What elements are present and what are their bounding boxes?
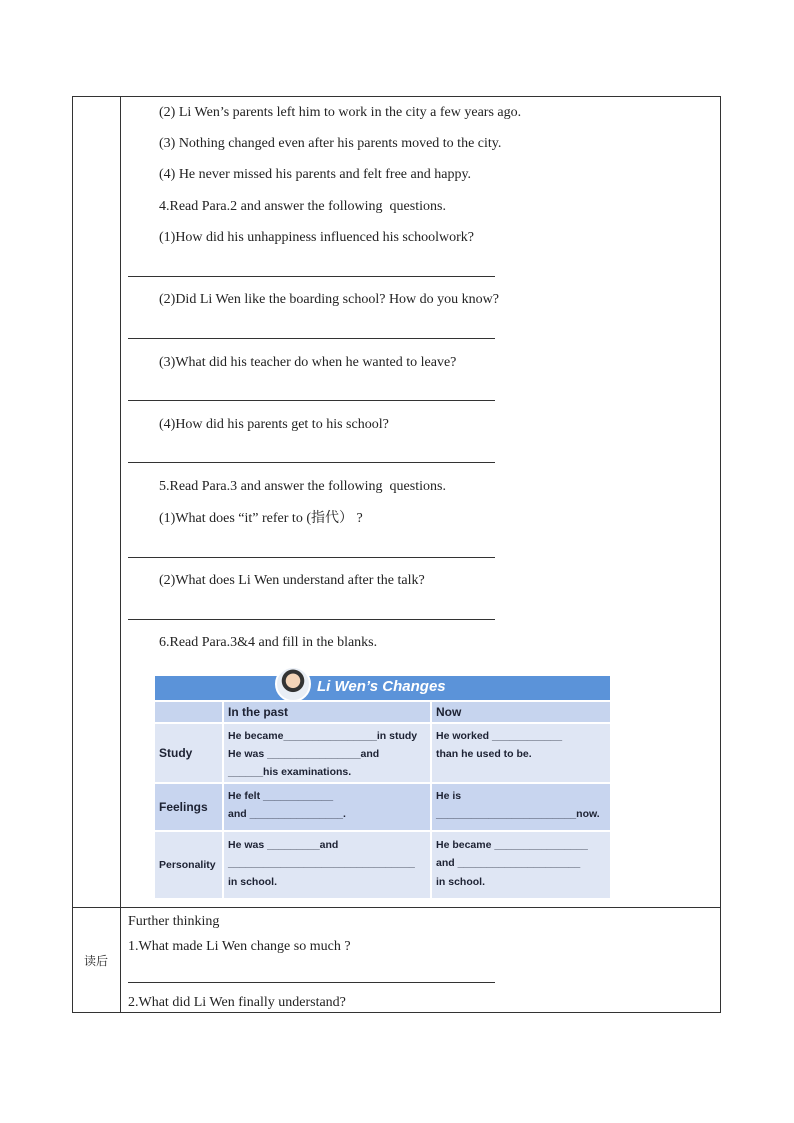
feelings-now-line-1: He is: [436, 790, 462, 802]
feelings-now-cell: [432, 784, 610, 830]
study-past-cell: [224, 724, 430, 782]
row-label-personality: [155, 832, 222, 898]
table-title: Li Wen’s Changes: [317, 678, 446, 695]
column-divider: [120, 96, 121, 1013]
feelings-label: Feelings: [159, 800, 208, 814]
personality-now-line-2: and _____________________: [436, 857, 581, 869]
row-label-feelings: [155, 784, 222, 830]
student-avatar-icon: [275, 666, 311, 702]
li-wen-changes-table: [155, 666, 610, 898]
feelings-past-line-2: and ________________.: [228, 808, 346, 820]
question-5-2: (2)What does Li Wen understand after the talk?: [159, 573, 425, 588]
feelings-past-cell: [224, 784, 430, 830]
answer-line[interactable]: [128, 619, 495, 620]
question-4-1: (1)How did his unhappiness influenced his schoolwork?: [159, 230, 474, 245]
statement-4: (4) He never missed his parents and felt free and happy.: [159, 167, 472, 182]
answer-line[interactable]: [128, 462, 495, 463]
question-4-4: (4)How did his parents get to his school?: [159, 417, 389, 432]
personality-now-cell: [432, 832, 610, 898]
personality-past-line-2: ________________________________: [228, 857, 415, 869]
question-4-2: (2)Did Li Wen like the boarding school? How do you know?: [159, 292, 499, 307]
personality-past-line-1: He was _________and: [228, 839, 339, 851]
personality-past-line-3: in school.: [228, 876, 278, 888]
study-past-line-2: He was ________________and: [228, 748, 380, 760]
personality-label: Personality: [159, 859, 216, 871]
task-5-heading: 5.Read Para.3 and answer the following questions.: [159, 479, 446, 494]
task-4-heading: 4.Read Para.2 and answer the following questions.: [159, 199, 446, 214]
section-label-after-reading: 读后: [83, 954, 108, 968]
answer-line[interactable]: [128, 276, 495, 277]
answer-line[interactable]: [128, 338, 495, 339]
feelings-past-line-1: He felt ____________: [228, 790, 334, 802]
statement-2: (2) Li Wen’s parents left him to work in the city a few years ago.: [159, 105, 522, 120]
question-5-1: (1)What does “it” refer to (指代） ?: [159, 511, 363, 526]
header-blank-cell: [155, 702, 222, 722]
study-now-cell: [432, 724, 610, 782]
answer-line[interactable]: [128, 557, 495, 558]
row-divider: [72, 907, 721, 908]
task-6-heading: 6.Read Para.3&4 and fill in the blanks.: [159, 635, 378, 650]
personality-past-cell: [224, 832, 430, 898]
further-thinking-heading: Further thinking: [128, 914, 220, 929]
personality-now-line-3: in school.: [436, 876, 486, 888]
study-now-line-2: than he used to be.: [436, 748, 532, 760]
statement-3: (3) Nothing changed even after his parents moved to the city.: [159, 136, 502, 151]
study-past-line-1: He became________________in study: [228, 730, 418, 742]
answer-line[interactable]: [128, 400, 495, 401]
row-label-study: [155, 724, 222, 782]
header-past: In the past: [224, 702, 430, 722]
study-past-line-3: ______his examinations.: [228, 766, 352, 778]
study-now-line-1: He worked ____________: [436, 730, 563, 742]
header-now: Now: [432, 702, 610, 722]
further-question-2: 2.What did Li Wen finally understand?: [128, 995, 346, 1010]
question-4-3: (3)What did his teacher do when he wanted to leave?: [159, 355, 457, 370]
answer-line[interactable]: [128, 982, 495, 983]
further-question-1: 1.What made Li Wen change so much ?: [128, 939, 351, 954]
study-label: Study: [159, 746, 193, 760]
feelings-now-line-2: ________________________now.: [436, 808, 600, 820]
personality-now-line-1: He became ________________: [436, 839, 588, 851]
